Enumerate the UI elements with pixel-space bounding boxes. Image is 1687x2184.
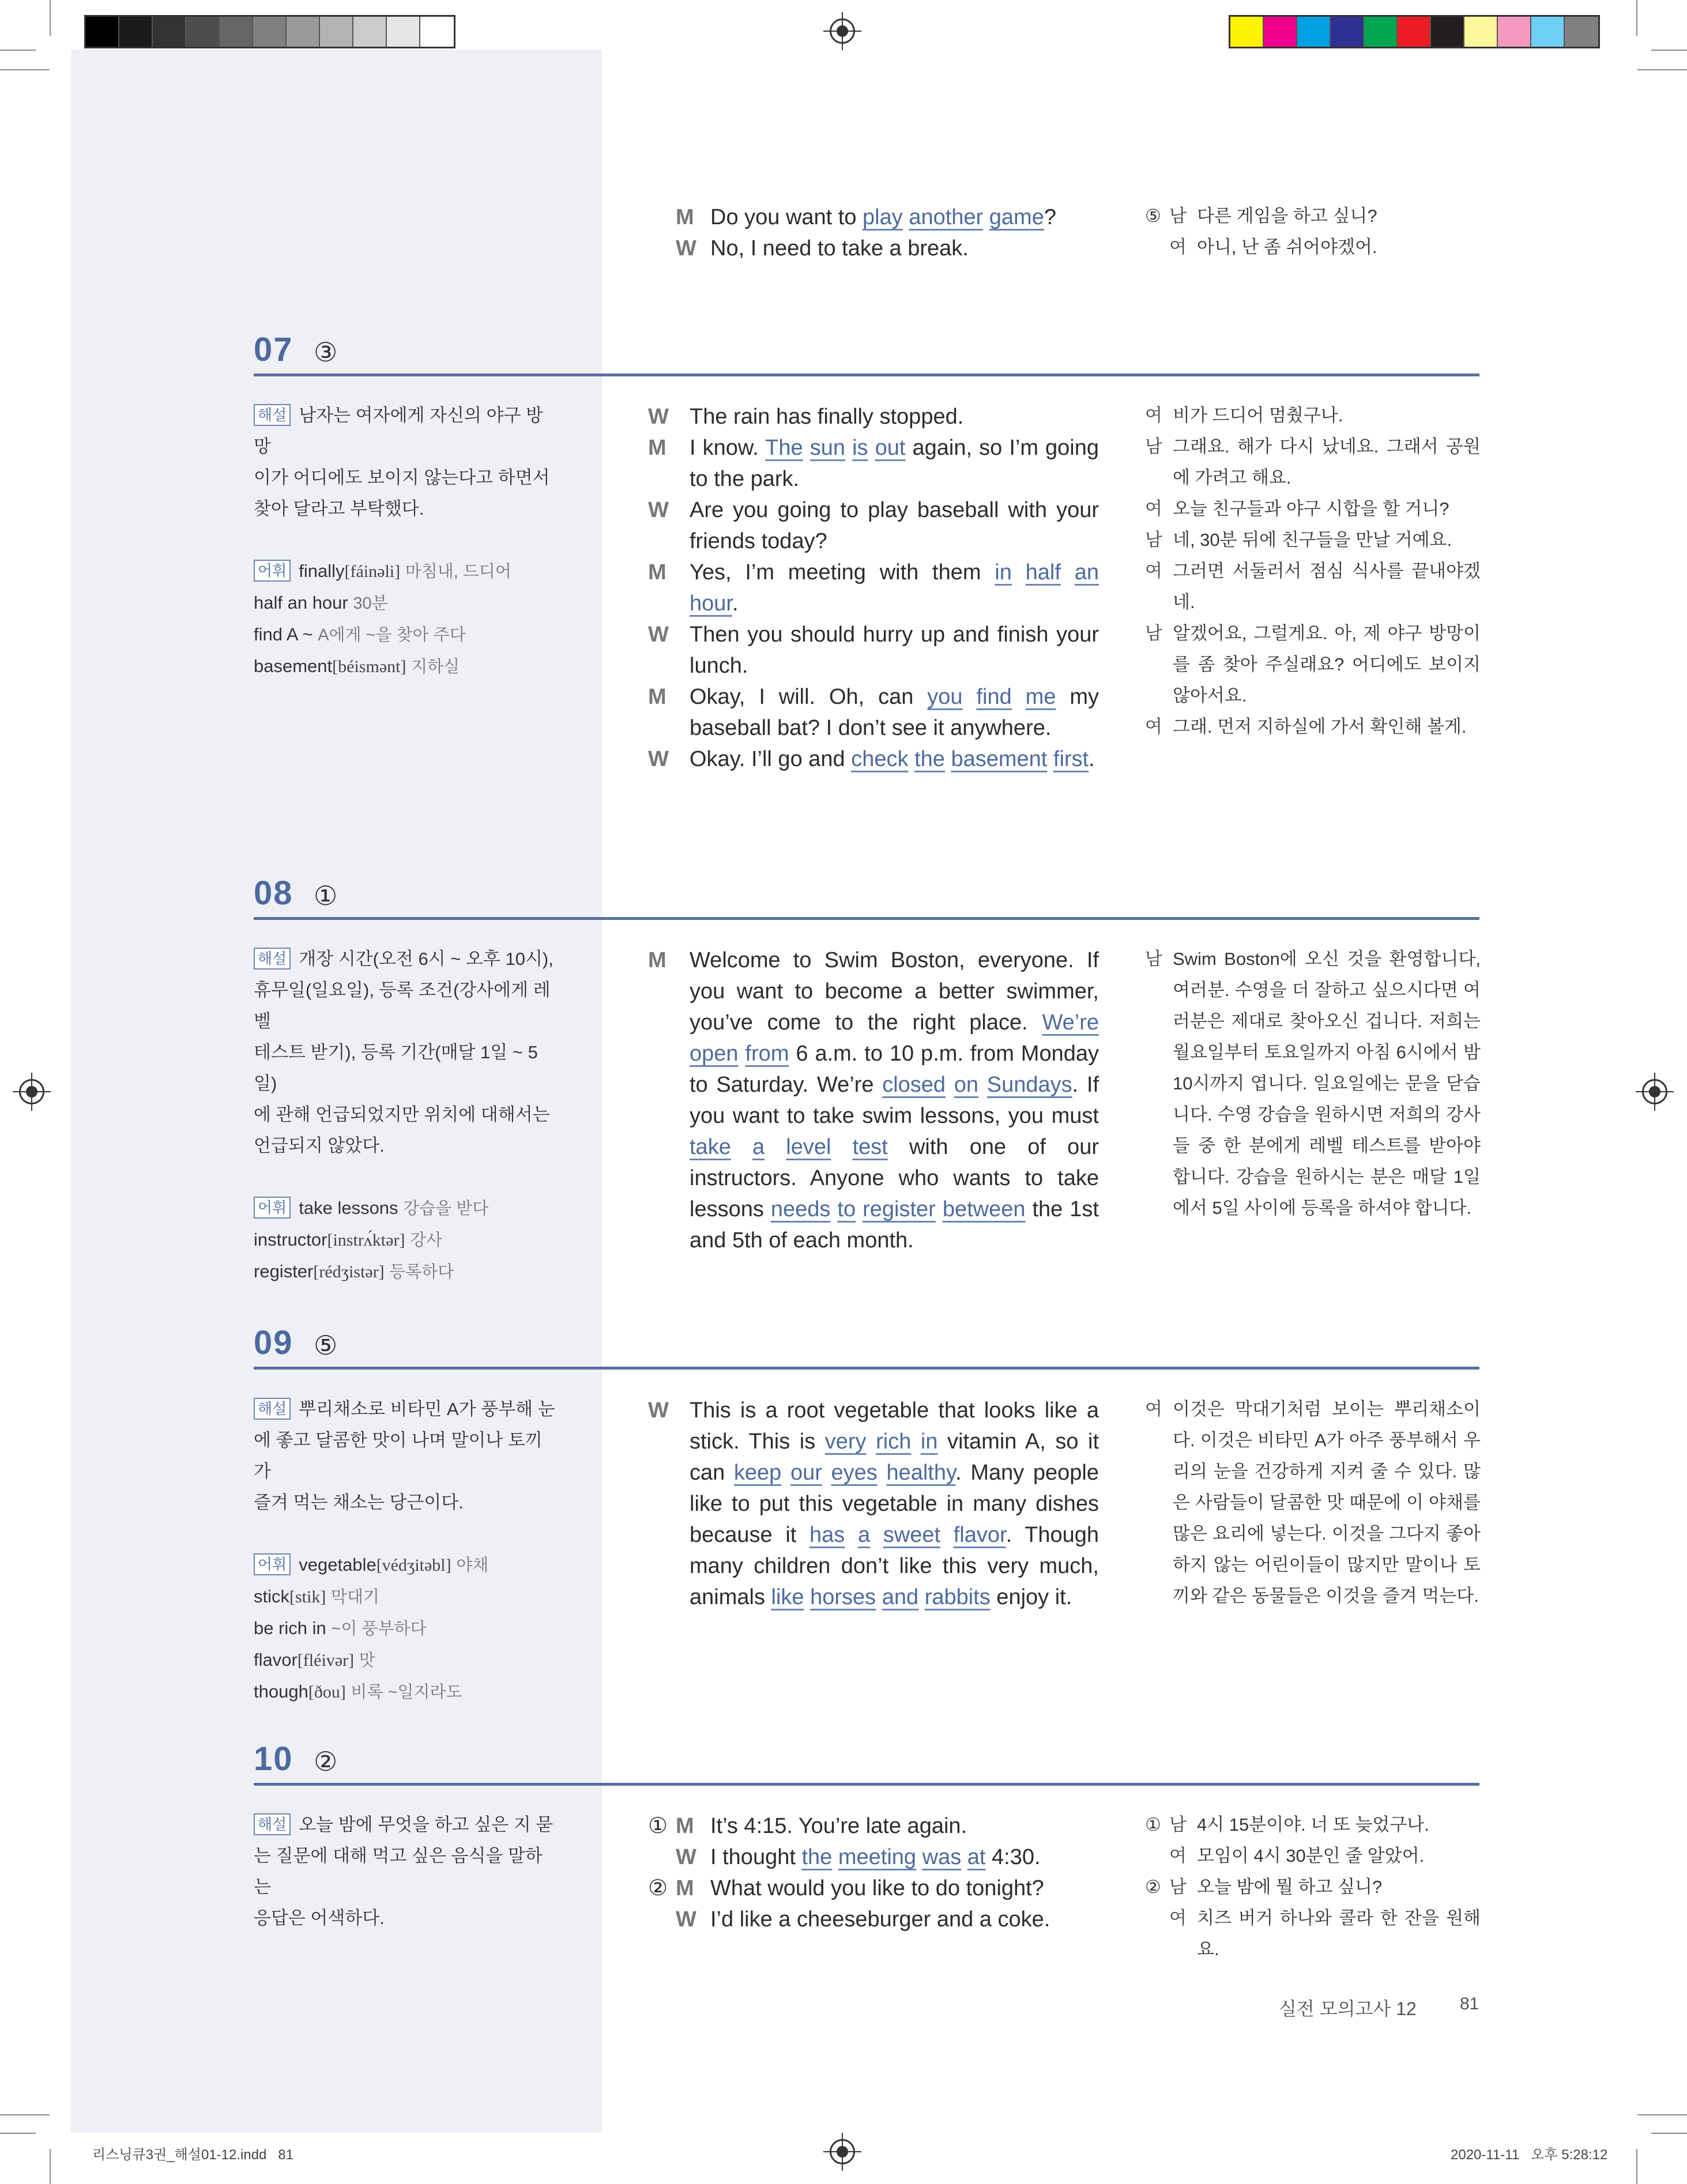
translation-line — [1145, 1809, 1481, 1840]
crop-mark — [1636, 0, 1637, 36]
translation-text: 비가 드디어 멈췄구나. — [1173, 405, 1343, 425]
speaker-label: 여 — [1169, 1846, 1187, 1866]
explanation-line: 에 좋고 달콤한 맛이 나며 말이나 토끼가 — [254, 1430, 543, 1481]
crop-mark — [50, 0, 51, 36]
translation-text: 치즈 버거 하나와 콜라 한 잔을 원해요. — [1197, 1908, 1481, 1959]
vocab-line — [254, 619, 559, 651]
underlined-answer: has — [809, 1523, 845, 1547]
registration-mark-left — [19, 1079, 44, 1104]
underlined-answer: a — [752, 1135, 765, 1159]
translation-line — [1145, 431, 1481, 493]
translation-text: 4시 15분이야. 너 또 늦었구나. — [1197, 1815, 1429, 1835]
dialogue-line — [648, 744, 1099, 775]
vocab-line — [254, 1613, 559, 1644]
speaker-label: W — [648, 1398, 669, 1423]
speaker-label: M — [676, 1876, 694, 1900]
explanation-line: 언급되지 않았다. — [254, 1136, 385, 1156]
dialogue-text: Then you should hurry up and finish your lunch. — [690, 623, 1099, 678]
vocab-line — [254, 1193, 559, 1224]
gray-swatch — [353, 17, 387, 47]
crop-mark — [1637, 2114, 1687, 2115]
dialogue-text: Okay, I will. Oh, can you find me my baseball bat? I don’t see it anywhere. — [690, 685, 1099, 740]
vocab-tag: 어휘 — [254, 1553, 291, 1575]
translation-text: 그러면 서둘러서 점심 식사를 끝내야겠네. — [1173, 561, 1481, 612]
vocab-line — [254, 651, 559, 682]
dialogue-line — [648, 1842, 1099, 1873]
vocab-pronunciation: [védʒitəbl] — [376, 1556, 451, 1575]
crop-mark — [1651, 50, 1687, 51]
vocab-meaning: A에게 ~을 찾아 주다 — [318, 626, 466, 644]
explanation-line: 해설 뿌리채소로 비타민 A가 풍부해 눈 — [254, 1394, 559, 1425]
underlined-answer: a — [857, 1523, 871, 1547]
answer-mark: ③ — [314, 337, 338, 367]
color-swatch — [1431, 17, 1464, 47]
vocab-word: register — [254, 1261, 314, 1281]
underlined-answer: you — [927, 685, 963, 709]
translation-text: 오늘 친구들과 야구 시합을 할 거니? — [1173, 499, 1449, 519]
underlined-answer: sun — [809, 436, 846, 460]
speaker-label: 여 — [1145, 1399, 1162, 1419]
speaker-label: 남 — [1145, 436, 1162, 457]
gray-swatch — [420, 17, 454, 47]
process-color-bar — [1229, 15, 1600, 48]
explanation-line: 는 질문에 대해 먹고 싶은 음식을 말하는 — [254, 1846, 543, 1897]
underlined-answer: level — [786, 1135, 831, 1159]
vocab-word: be rich in — [254, 1618, 326, 1638]
top-item-translation — [1145, 201, 1481, 263]
dialogue-text: What would you like to do tonight? — [710, 1876, 1044, 1900]
item-number: ⑤ — [1145, 206, 1161, 226]
gray-swatch — [287, 17, 320, 47]
underlined-answer: like — [771, 1585, 804, 1609]
translation-line — [1145, 1394, 1481, 1612]
item-number — [648, 1842, 676, 1873]
section-header-08 — [254, 871, 1479, 920]
dialogue-text: No, I need to take a break. — [710, 236, 969, 261]
underlined-answer: to — [837, 1197, 856, 1221]
translation-text: 네, 30분 뒤에 친구들을 만날 거예요. — [1173, 530, 1452, 550]
color-swatch — [1398, 17, 1431, 47]
vocab-word: stick — [254, 1586, 289, 1606]
underlined-answer: half — [1025, 560, 1061, 584]
speaker-label: 남 — [1169, 1877, 1187, 1897]
vocab-meaning: 지하실 — [411, 658, 460, 676]
vocab-line — [254, 1644, 559, 1676]
underlined-answer: an — [1074, 560, 1099, 584]
section-header-10 — [254, 1737, 1479, 1786]
dialogue-text: Yes, I’m meeting with them in half an hour. — [690, 560, 1099, 616]
spacer — [254, 525, 559, 556]
speaker-label: M — [648, 560, 666, 584]
underlined-answer: open — [690, 1042, 739, 1066]
dialogue-line — [648, 495, 1099, 557]
speaker-label: M — [676, 1814, 694, 1838]
underlined-answer: test — [852, 1135, 888, 1159]
vocab-line — [254, 1549, 559, 1581]
slug-date-info: 2020-11-11 오후 5:28:12 — [1451, 2147, 1608, 2163]
translation-line — [1145, 1903, 1481, 1965]
registration-mark-bottom — [830, 2139, 855, 2164]
underlined-answer: is — [852, 436, 868, 460]
explanation-tag: 해설 — [254, 948, 291, 970]
dialogue-text: Do you want to play another game? — [710, 205, 1056, 229]
speaker-label: 여 — [1145, 499, 1162, 519]
speaker-label: M — [676, 205, 694, 229]
color-swatch — [1565, 17, 1598, 47]
underlined-answer: The — [765, 436, 803, 460]
translation-text: 다른 게임을 하고 싶니? — [1197, 206, 1377, 226]
explanation-10 — [254, 1809, 559, 1934]
crop-mark — [0, 50, 36, 51]
underlined-answer: We’re — [1042, 1010, 1099, 1035]
underlined-answer: Sundays — [986, 1073, 1072, 1097]
dialogue-line — [648, 432, 1099, 495]
explanation-line: 찾아 달라고 부탁했다. — [254, 499, 424, 519]
item-number — [648, 233, 676, 264]
vocab-meaning: 30분 — [353, 594, 388, 613]
underlined-answer: horses — [810, 1585, 876, 1609]
speaker-label: W — [648, 405, 669, 429]
explanation-tag: 해설 — [254, 1398, 291, 1420]
translation-09 — [1145, 1394, 1481, 1612]
dialogue-text: It’s 4:15. You’re late again. — [710, 1814, 967, 1838]
answer-mark: ② — [314, 1747, 338, 1776]
underlined-answer: needs — [770, 1197, 831, 1221]
translation-line — [1145, 944, 1481, 1224]
color-swatch — [1297, 17, 1331, 47]
gray-swatch — [119, 17, 153, 47]
gray-swatch — [153, 17, 186, 47]
vocab-line — [254, 1676, 559, 1708]
underlined-answer: rich — [876, 1429, 912, 1454]
item-number — [648, 202, 676, 233]
vocab-line — [254, 556, 559, 587]
underlined-answer: was — [922, 1845, 962, 1869]
translation-text: 이것은 막대기처럼 보이는 뿌리채소이다. 이것은 비타민 A가 아주 풍부해서 우리의 눈을 건강하게 지켜 줄 수 있다. 많은 사람들이 달콤한 맛 때문에 이 야채를 많은 요리에 넣는다. 이것을 그다지 좋아하지 않는 어린이들이 많지만 말이나 토끼와 같은 동물들은 이것을 즐겨 먹는다. — [1173, 1399, 1481, 1606]
grayscale-color-bar — [84, 15, 455, 48]
item-number — [1145, 1840, 1169, 1872]
translation-line — [1145, 493, 1481, 525]
underlined-answer: another — [909, 205, 984, 229]
crop-mark — [0, 69, 50, 70]
dialogue-line — [648, 1810, 1099, 1842]
vocab-tag: 어휘 — [254, 560, 291, 582]
spacer — [254, 1161, 559, 1193]
underlined-answer: take — [690, 1135, 731, 1159]
section-header-09 — [254, 1321, 1479, 1370]
translation-text: Swim Boston에 오신 것을 환영합니다, 여러분. 수영을 더 잘하고 싶으시다면 여러분은 제대로 찾아오신 겁니다. 저희는 월요일부터 토요일까지 아침 6시에서 밤 10시까지 엽니다. 일요일에는 문을 닫습니다. 수영 강습을 원하시면 저희의 강사들 중 한 분에게 레벨 테스트를 받아야 합니다. 강습을 원하시는 분은 매달 1일에서 5일 사이에 등록을 하셔야 합니다. — [1173, 949, 1481, 1218]
speaker-label: W — [648, 498, 669, 522]
color-swatch — [1331, 17, 1364, 47]
section-header-07 — [254, 327, 1479, 376]
dialogue-line — [648, 945, 1099, 1256]
translation-10 — [1145, 1809, 1481, 1965]
speaker-label: W — [648, 747, 669, 771]
translation-line — [1145, 711, 1481, 742]
explanation-line: 이가 어디에도 보이지 않는다고 하면서 — [254, 467, 550, 488]
vocab-meaning: 마침내, 드디어 — [405, 563, 511, 581]
underlined-answer: between — [942, 1197, 1026, 1221]
crop-mark — [0, 2133, 36, 2134]
underlined-answer: me — [1025, 685, 1056, 709]
item-number — [1145, 232, 1169, 263]
dialogue-line — [648, 557, 1099, 619]
gray-swatch — [320, 17, 353, 47]
dialogue-text: Okay. I’ll go and check the basement first. — [690, 747, 1095, 771]
underlined-answer: out — [875, 436, 906, 460]
crop-mark — [1651, 2133, 1687, 2134]
vocab-word: flavor — [254, 1650, 298, 1670]
underlined-answer: game — [989, 205, 1044, 229]
underlined-answer: register — [863, 1197, 936, 1221]
speaker-label: 여 — [1145, 561, 1162, 581]
vocab-line — [254, 1224, 559, 1256]
running-title: 실전 모의고사 12 — [1279, 1998, 1417, 2019]
vocab-pronunciation: [rédʒistər] — [313, 1262, 385, 1281]
dialogue-line — [648, 681, 1099, 744]
dialogue-text: I know. The sun is out again, so I’m going to the park. — [690, 436, 1099, 491]
spacer — [254, 1518, 559, 1549]
vocab-word: finally — [299, 561, 345, 581]
dialogue-10 — [648, 1810, 1099, 1935]
underlined-answer: eyes — [831, 1461, 878, 1485]
question-number: 09 — [254, 1324, 293, 1361]
speaker-label: 여 — [1169, 237, 1187, 257]
underlined-answer: find — [976, 685, 1012, 709]
speaker-label: 남 — [1145, 949, 1162, 969]
question-number: 07 — [254, 331, 293, 368]
color-swatch — [1364, 17, 1398, 47]
translation-text: 오늘 밤에 뭘 하고 싶니? — [1197, 1877, 1383, 1897]
dialogue-text: I’d like a cheeseburger and a coke. — [710, 1907, 1050, 1932]
translation-text: 그래요. 해가 다시 났네요. 그래서 공원에 가려고 해요. — [1173, 436, 1481, 488]
vocab-meaning: 등록하다 — [389, 1263, 454, 1281]
translation-text: 모임이 4시 30분인 줄 알았어. — [1197, 1846, 1425, 1866]
speaker-label: W — [676, 1845, 696, 1869]
translation-line — [1145, 618, 1481, 711]
gray-swatch — [86, 17, 119, 47]
explanation-line: 해설 오늘 밤에 무엇을 하고 싶은 지 묻 — [254, 1809, 559, 1840]
speaker-label: 남 — [1169, 1815, 1187, 1835]
item-number: ① — [1145, 1815, 1161, 1835]
explanation-line: 즐겨 먹는 채소는 당근이다. — [254, 1492, 464, 1512]
speaker-label: M — [648, 948, 666, 972]
vocab-word: though — [254, 1681, 308, 1702]
dialogue-text: Are you going to play baseball with your friends today? — [690, 498, 1099, 553]
underlined-answer: rabbits — [924, 1585, 991, 1609]
speaker-label: W — [676, 236, 696, 261]
translation-line — [1145, 400, 1481, 431]
explanation-line: 해설 남자는 여자에게 자신의 야구 방망 — [254, 405, 543, 457]
registration-mark-right — [1642, 1079, 1667, 1104]
crop-mark — [0, 2114, 50, 2115]
gray-swatch — [387, 17, 420, 47]
gray-swatch — [220, 17, 253, 47]
underlined-answer: sweet — [883, 1523, 941, 1547]
color-swatch — [1264, 17, 1297, 47]
underlined-answer: check — [851, 747, 909, 771]
underlined-answer: basement — [951, 747, 1048, 771]
item-number: ① — [648, 1814, 668, 1838]
speaker-label: M — [648, 685, 666, 709]
dialogue-line — [648, 619, 1099, 681]
translation-line — [1145, 1840, 1481, 1872]
speaker-label: M — [648, 436, 666, 460]
vocab-word: half an hour — [254, 593, 348, 613]
vocab-pronunciation: [fáinəli] — [344, 562, 401, 581]
explanation-line: 테스트 받기), 등록 기간(매달 1일 ~ 5일) — [254, 1042, 538, 1093]
explanation-tag: 해설 — [254, 404, 291, 426]
gray-swatch — [253, 17, 287, 47]
vocab-line — [254, 587, 559, 619]
speaker-label: 여 — [1169, 1908, 1187, 1928]
question-number: 10 — [254, 1740, 293, 1778]
item-number: ② — [1145, 1877, 1161, 1897]
explanation-line: 휴무일(일요일), 등록 조건(강사에게 레벨 — [254, 980, 551, 1031]
translation-line — [1145, 232, 1481, 263]
dialogue-text: The rain has finally stopped. — [690, 405, 964, 429]
vocab-word: find A ~ — [254, 624, 313, 644]
explanation-07 — [254, 400, 559, 682]
explanation-08 — [254, 944, 559, 1288]
speaker-label: 남 — [1145, 530, 1162, 550]
answer-mark: ⑤ — [314, 1330, 338, 1360]
color-swatch — [1531, 17, 1565, 47]
crop-mark — [1636, 2149, 1637, 2184]
dialogue-text: This is a root vegetable that looks like a stick. This is very rich in vitamin A, so it can keep our eyes healthy. Many people like to put this vegetable in many dishes because it has a sweet flavor. Though many children don’t like this very much, animals like horses and rabbits enjoy it. — [690, 1398, 1099, 1609]
page-number: 81 — [1460, 1994, 1479, 2013]
dialogue-text: I thought the meeting was at 4:30. — [710, 1845, 1041, 1869]
registration-mark-top — [830, 18, 855, 44]
vocab-word: basement — [254, 656, 333, 676]
translation-line — [1145, 556, 1481, 618]
crop-mark — [50, 2149, 51, 2184]
vocab-meaning: 막대기 — [330, 1588, 379, 1606]
vocab-line — [254, 1581, 559, 1613]
speaker-label: 남 — [1169, 206, 1187, 226]
color-swatch — [1230, 17, 1264, 47]
vocab-pronunciation: [fléivər] — [297, 1651, 355, 1670]
dialogue-08 — [648, 945, 1099, 1256]
underlined-answer: very — [824, 1429, 867, 1454]
underlined-answer: first — [1053, 747, 1089, 771]
translation-line — [1145, 201, 1481, 232]
dialogue-line — [648, 1904, 1099, 1935]
dialogue-line — [648, 1873, 1099, 1904]
vocab-pronunciation: [stik] — [289, 1587, 326, 1606]
translation-text: 그래. 먼저 지하실에 가서 확인해 볼게. — [1173, 716, 1467, 737]
underlined-answer: our — [790, 1461, 822, 1485]
underlined-answer: on — [954, 1073, 979, 1097]
dialogue-line — [648, 202, 1099, 233]
speaker-label: 남 — [1145, 623, 1162, 643]
explanation-line: 에 관해 언급되었지만 위치에 대해서는 — [254, 1104, 550, 1125]
slug-file-info: 리스닝큐3권_해설01-12.indd 81 — [92, 2147, 294, 2163]
underlined-answer: and — [882, 1585, 919, 1609]
vocab-meaning: ~이 풍부하다 — [331, 1620, 427, 1638]
answer-mark: ① — [314, 881, 338, 911]
item-number — [648, 1904, 676, 1935]
underlined-answer: the — [801, 1845, 833, 1869]
vocab-meaning: 비록 ~일지라도 — [351, 1683, 462, 1702]
vocab-word: instructor — [254, 1229, 327, 1250]
vocab-meaning: 야채 — [456, 1556, 489, 1575]
underlined-answer: the — [914, 747, 945, 771]
vocab-meaning: 강습을 받다 — [403, 1199, 489, 1218]
translation-text: 알겠어요, 그럴게요. 아, 제 야구 방망이를 좀 찾아 주실래요? 어디에도 보이지 않아서요. — [1173, 623, 1481, 706]
underlined-answer: hour — [690, 591, 732, 616]
item-number: ② — [648, 1876, 668, 1900]
underlined-answer: flavor — [953, 1523, 1006, 1547]
question-number: 08 — [254, 874, 293, 912]
vocab-line — [254, 1256, 559, 1288]
translation-08 — [1145, 944, 1481, 1224]
color-swatch — [1498, 17, 1531, 47]
speaker-label: W — [648, 623, 669, 647]
underlined-answer: keep — [733, 1461, 782, 1485]
vocab-pronunciation: [ðou] — [308, 1683, 346, 1702]
translation-line — [1145, 525, 1481, 556]
vocab-pronunciation: [instrʌ́ktər] — [327, 1231, 405, 1250]
underlined-answer: in — [920, 1429, 938, 1454]
vocab-word: take lessons — [299, 1198, 398, 1218]
underlined-answer: at — [967, 1845, 986, 1869]
vocab-meaning: 맛 — [359, 1651, 375, 1670]
explanation-line: 해설 개장 시간(오전 6시 ~ 오후 10시), — [254, 944, 559, 975]
vocab-word: vegetable — [299, 1555, 376, 1575]
explanation-line: 응답은 어색하다. — [254, 1908, 385, 1928]
translation-07 — [1145, 400, 1481, 742]
underlined-answer: meeting — [838, 1845, 917, 1869]
color-swatch — [1464, 17, 1498, 47]
vocab-tag: 어휘 — [254, 1197, 291, 1219]
speaker-label: W — [676, 1907, 696, 1932]
vocab-pronunciation: [béismənt] — [332, 657, 406, 676]
vocab-meaning: 강사 — [410, 1231, 443, 1250]
speaker-label: 여 — [1145, 405, 1162, 425]
underlined-answer: play — [863, 205, 903, 229]
dialogue-07 — [648, 401, 1099, 775]
item-number — [1145, 1903, 1169, 1965]
explanation-09 — [254, 1394, 559, 1708]
translation-line — [1145, 1872, 1481, 1903]
underlined-answer: in — [995, 560, 1012, 584]
top-item-dialogue — [648, 202, 1099, 264]
speaker-label: 여 — [1145, 716, 1162, 737]
dialogue-line — [648, 233, 1099, 264]
dialogue-text: Welcome to Swim Boston, everyone. If you want to become a better swimmer, you’ve come to the right place. We’re open from 6 a.m. to 10 p.m. from Monday to Saturday. We’re closed on Sundays. If you want to take swim lessons, you must take a level test with one of our instructors. Anyone who wants to take lessons needs to register between the 1st and 5th of each month. — [690, 948, 1099, 1253]
dialogue-line — [648, 401, 1099, 432]
gray-swatch — [186, 17, 220, 47]
translation-text: 아니, 난 좀 쉬어야겠어. — [1197, 237, 1377, 257]
explanation-tag: 해설 — [254, 1813, 291, 1835]
underlined-answer: from — [745, 1042, 789, 1066]
underlined-answer: closed — [882, 1073, 946, 1097]
underlined-answer: healthy — [886, 1461, 956, 1485]
dialogue-09 — [648, 1395, 1099, 1613]
dialogue-line — [648, 1395, 1099, 1613]
crop-mark — [1637, 69, 1687, 70]
